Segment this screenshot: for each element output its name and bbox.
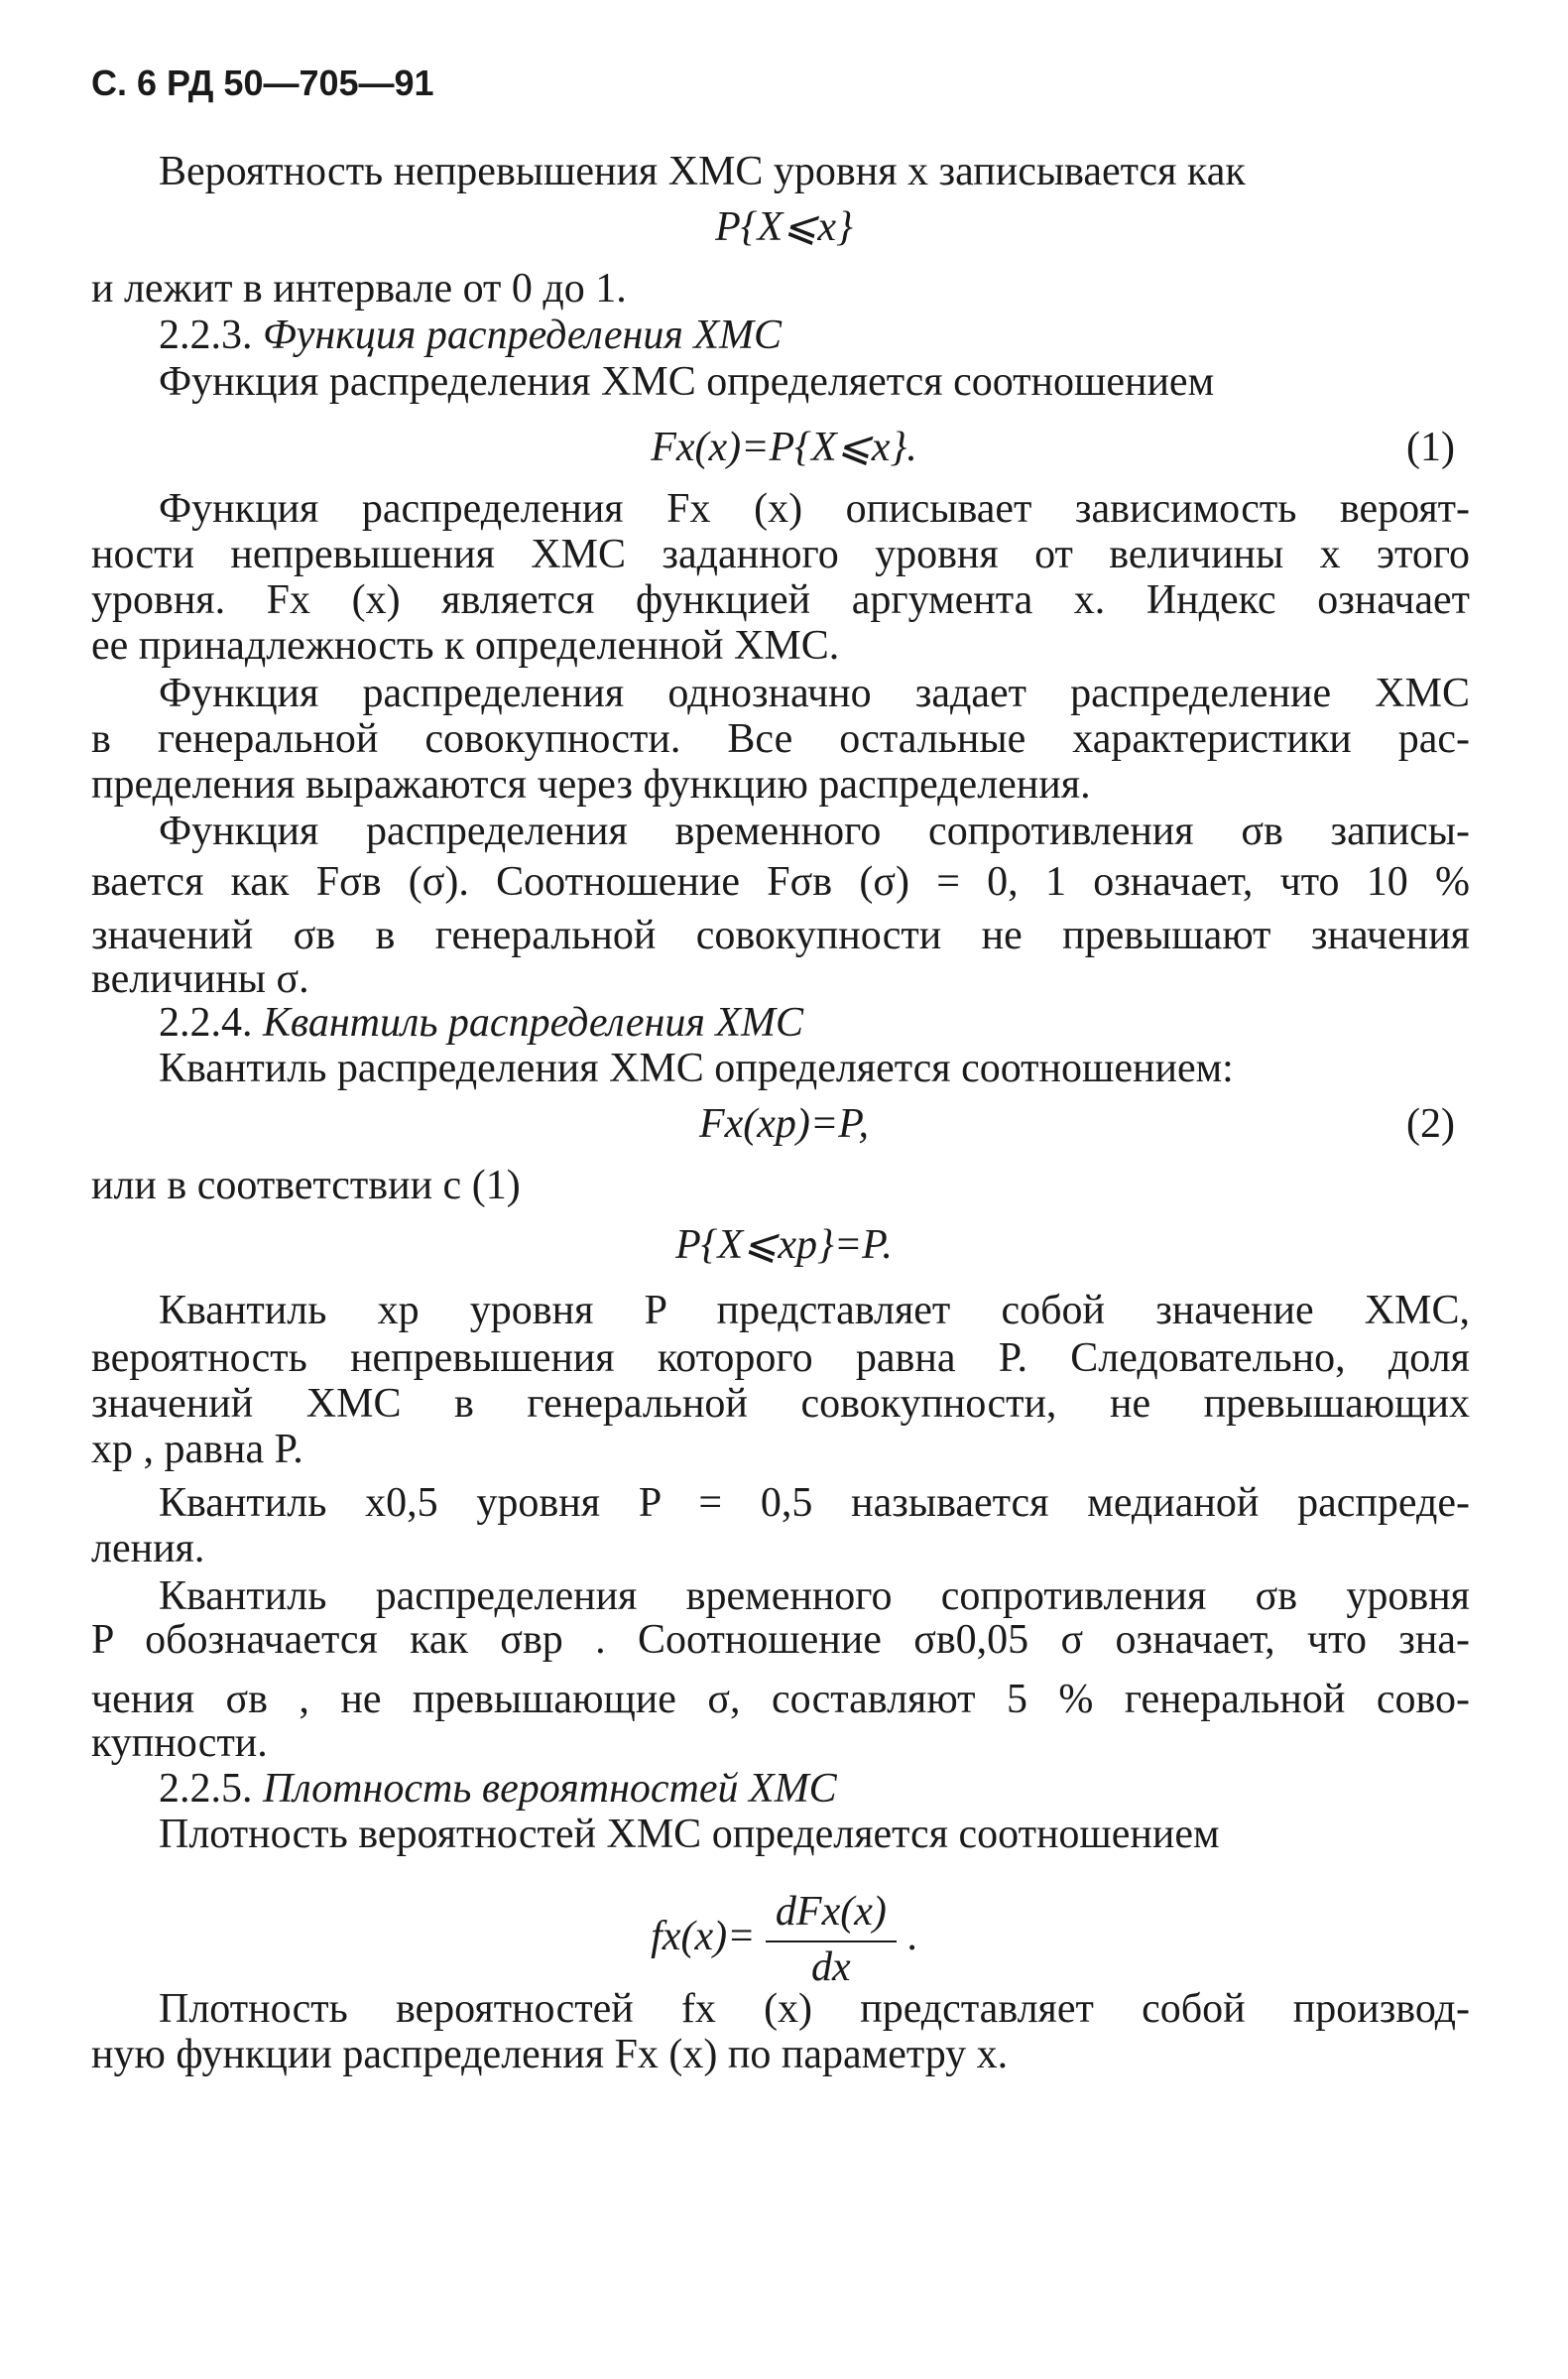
formula-density: fx(x)= $\frac{\text{dFx(x)}}{dx}$ . bbox=[651, 1889, 917, 1991]
text-line: или в соответствии с (1) bbox=[91, 1163, 521, 1208]
paragraph-line: значений σв в генеральной совокупности не превышают значения bbox=[91, 913, 1470, 958]
paragraph-line: ную функции распределения Fx (x) по параметру x. bbox=[91, 2032, 1009, 2077]
section-number: 2.2.5. bbox=[159, 1766, 253, 1812]
section-title: Плотность вероятностей ХМС bbox=[263, 1766, 837, 1812]
paragraph-line: Функция распределения Fx (x) описывает зависимость вероят- bbox=[159, 486, 1470, 532]
section-heading-2-2-3 bbox=[159, 313, 1537, 358]
paragraph-line: купности. bbox=[91, 1720, 268, 1766]
formula-2: Fx(xp)=P, bbox=[699, 1101, 869, 1147]
text-line: и лежит в интервале от 0 до 1. bbox=[91, 266, 627, 312]
section-title: Квантиль распределения ХМС bbox=[263, 1000, 804, 1046]
equation-number-1: (1) bbox=[1406, 425, 1455, 470]
formula-density-lhs: fx(x)= bbox=[651, 1913, 756, 1959]
paragraph-line: P обозначается как σвp . Соотношение σв0,05 σ означает, что зна- bbox=[91, 1617, 1470, 1663]
paragraph-line: уровня. Fx (x) является функцией аргумента x. Индекс означает bbox=[91, 577, 1470, 623]
paragraph-line: величины σ. bbox=[91, 956, 309, 1002]
text-line: Вероятность непревышения ХМС уровня x записывается как bbox=[159, 149, 1246, 194]
formula-quantile: P{X⩽xp}=P. bbox=[675, 1222, 893, 1268]
paragraph-line: Плотность вероятностей fx (x) представляет собой производ- bbox=[159, 1986, 1470, 2032]
equation-number-2: (2) bbox=[1406, 1101, 1455, 1147]
paragraph-line: ее принадлежность к определенной ХМС. bbox=[91, 623, 840, 669]
page-header: С. 6 РД 50—705—91 bbox=[91, 63, 434, 103]
section-number: 2.2.3. bbox=[159, 313, 253, 358]
paragraph-line: ления. bbox=[91, 1526, 205, 1571]
formula-p-x: P{X⩽x} bbox=[715, 204, 853, 250]
paragraph-line: значений ХМС в генеральной совокупности, не превышающих bbox=[91, 1381, 1470, 1427]
formula-1: Fx(x)=P{X⩽x}. bbox=[651, 425, 917, 470]
text-line: Плотность вероятностей ХМС определяется соотношением bbox=[159, 1812, 1220, 1857]
section-heading-2-2-5 bbox=[159, 1766, 1537, 1812]
paragraph-line: xp , равна P. bbox=[91, 1427, 303, 1472]
fraction-numerator: dFx(x) bbox=[766, 1889, 897, 1942]
paragraph-line: Функция распределения временного сопротивления σв записы- bbox=[159, 809, 1470, 854]
paragraph-line: Квантиль распределения временного сопротивления σв уровня bbox=[159, 1573, 1470, 1619]
paragraph-line: вается как Fσв (σ). Соотношение Fσв (σ) = 0, 1 означает, что 10 % bbox=[91, 859, 1470, 905]
paragraph-line: вероятность непревышения которого равна P. Следовательно, доля bbox=[91, 1335, 1470, 1381]
fraction-denominator: dx bbox=[811, 1944, 851, 1991]
paragraph-line: в генеральной совокупности. Все остальные характеристики рас- bbox=[91, 716, 1470, 762]
text-line: Квантиль распределения ХМС определяется соотношением: bbox=[159, 1046, 1234, 1091]
section-heading-2-2-4 bbox=[159, 1000, 1537, 1046]
paragraph-line: Функция распределения однозначно задает распределение ХМС bbox=[159, 671, 1470, 716]
text-line: Функция распределения ХМС определяется соотношением bbox=[159, 359, 1215, 405]
section-number: 2.2.4. bbox=[159, 1000, 253, 1046]
paragraph-line: чения σв , не превышающие σ, составляют 5 % генеральной сово- bbox=[91, 1677, 1470, 1722]
paragraph-line: пределения выражаются через функцию распределения. bbox=[91, 762, 1091, 808]
section-title: Функция распределения ХМС bbox=[263, 313, 783, 358]
paragraph-line: Квантиль xp уровня P представляет собой значение ХМС, bbox=[159, 1288, 1470, 1333]
fraction bbox=[766, 1889, 897, 1990]
paragraph-line: Квантиль x0,5 уровня P = 0,5 называется медианой распреде- bbox=[159, 1480, 1470, 1526]
paragraph-line: ности непревышения ХМС заданного уровня от величины x этого bbox=[91, 532, 1470, 577]
